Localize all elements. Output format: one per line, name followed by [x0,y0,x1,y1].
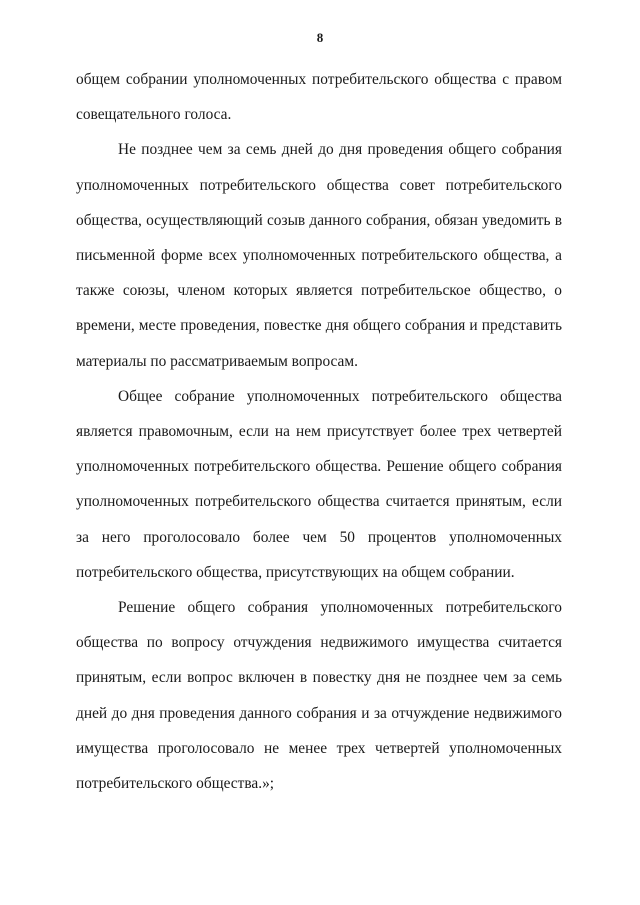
paragraph-continuation: общем собрании уполномоченных потребительского общества с правом совещательного голоса. [76,71,562,124]
paragraph-real-estate-decision: Решение общего собрания уполномоченных потребительского общества по вопросу отчуждения недвижимого имущества считается принятым, если вопрос включен в повестку дня не позднее чем за семь дней до дня проведения данного собрания и за отчуждение недвижимого имущества проголосовало не менее трех четвертей уполномоченных потребительского общества.»; [76,599,562,793]
document-body [76,62,562,801]
paragraph-notice-deadline: Не позднее чем за семь дней до дня проведения общего собрания уполномоченных потребительского общества совет потребительского общества, осуществляющий созыв данного собрания, обязан уведомить в письменной форме всех уполномоченных потребительского общества, а также союзы, членом которых является потребительское общество, о времени, месте проведения, повестке дня общего собрания и представить материалы по рассматриваемым вопросам. [76,141,562,370]
page-number: 8 [316,30,324,45]
paragraph-quorum: Общее собрание уполномоченных потребительского общества является правомочным, если на нем присутствует более трех четвертей уполномоченных потребительского общества. Решение общего собрания уполномоченных потребительского общества считается принятым, если за него проголосовало более чем 50 процентов уполномоченных потребительского общества, присутствующих на общем собрании. [76,387,562,581]
